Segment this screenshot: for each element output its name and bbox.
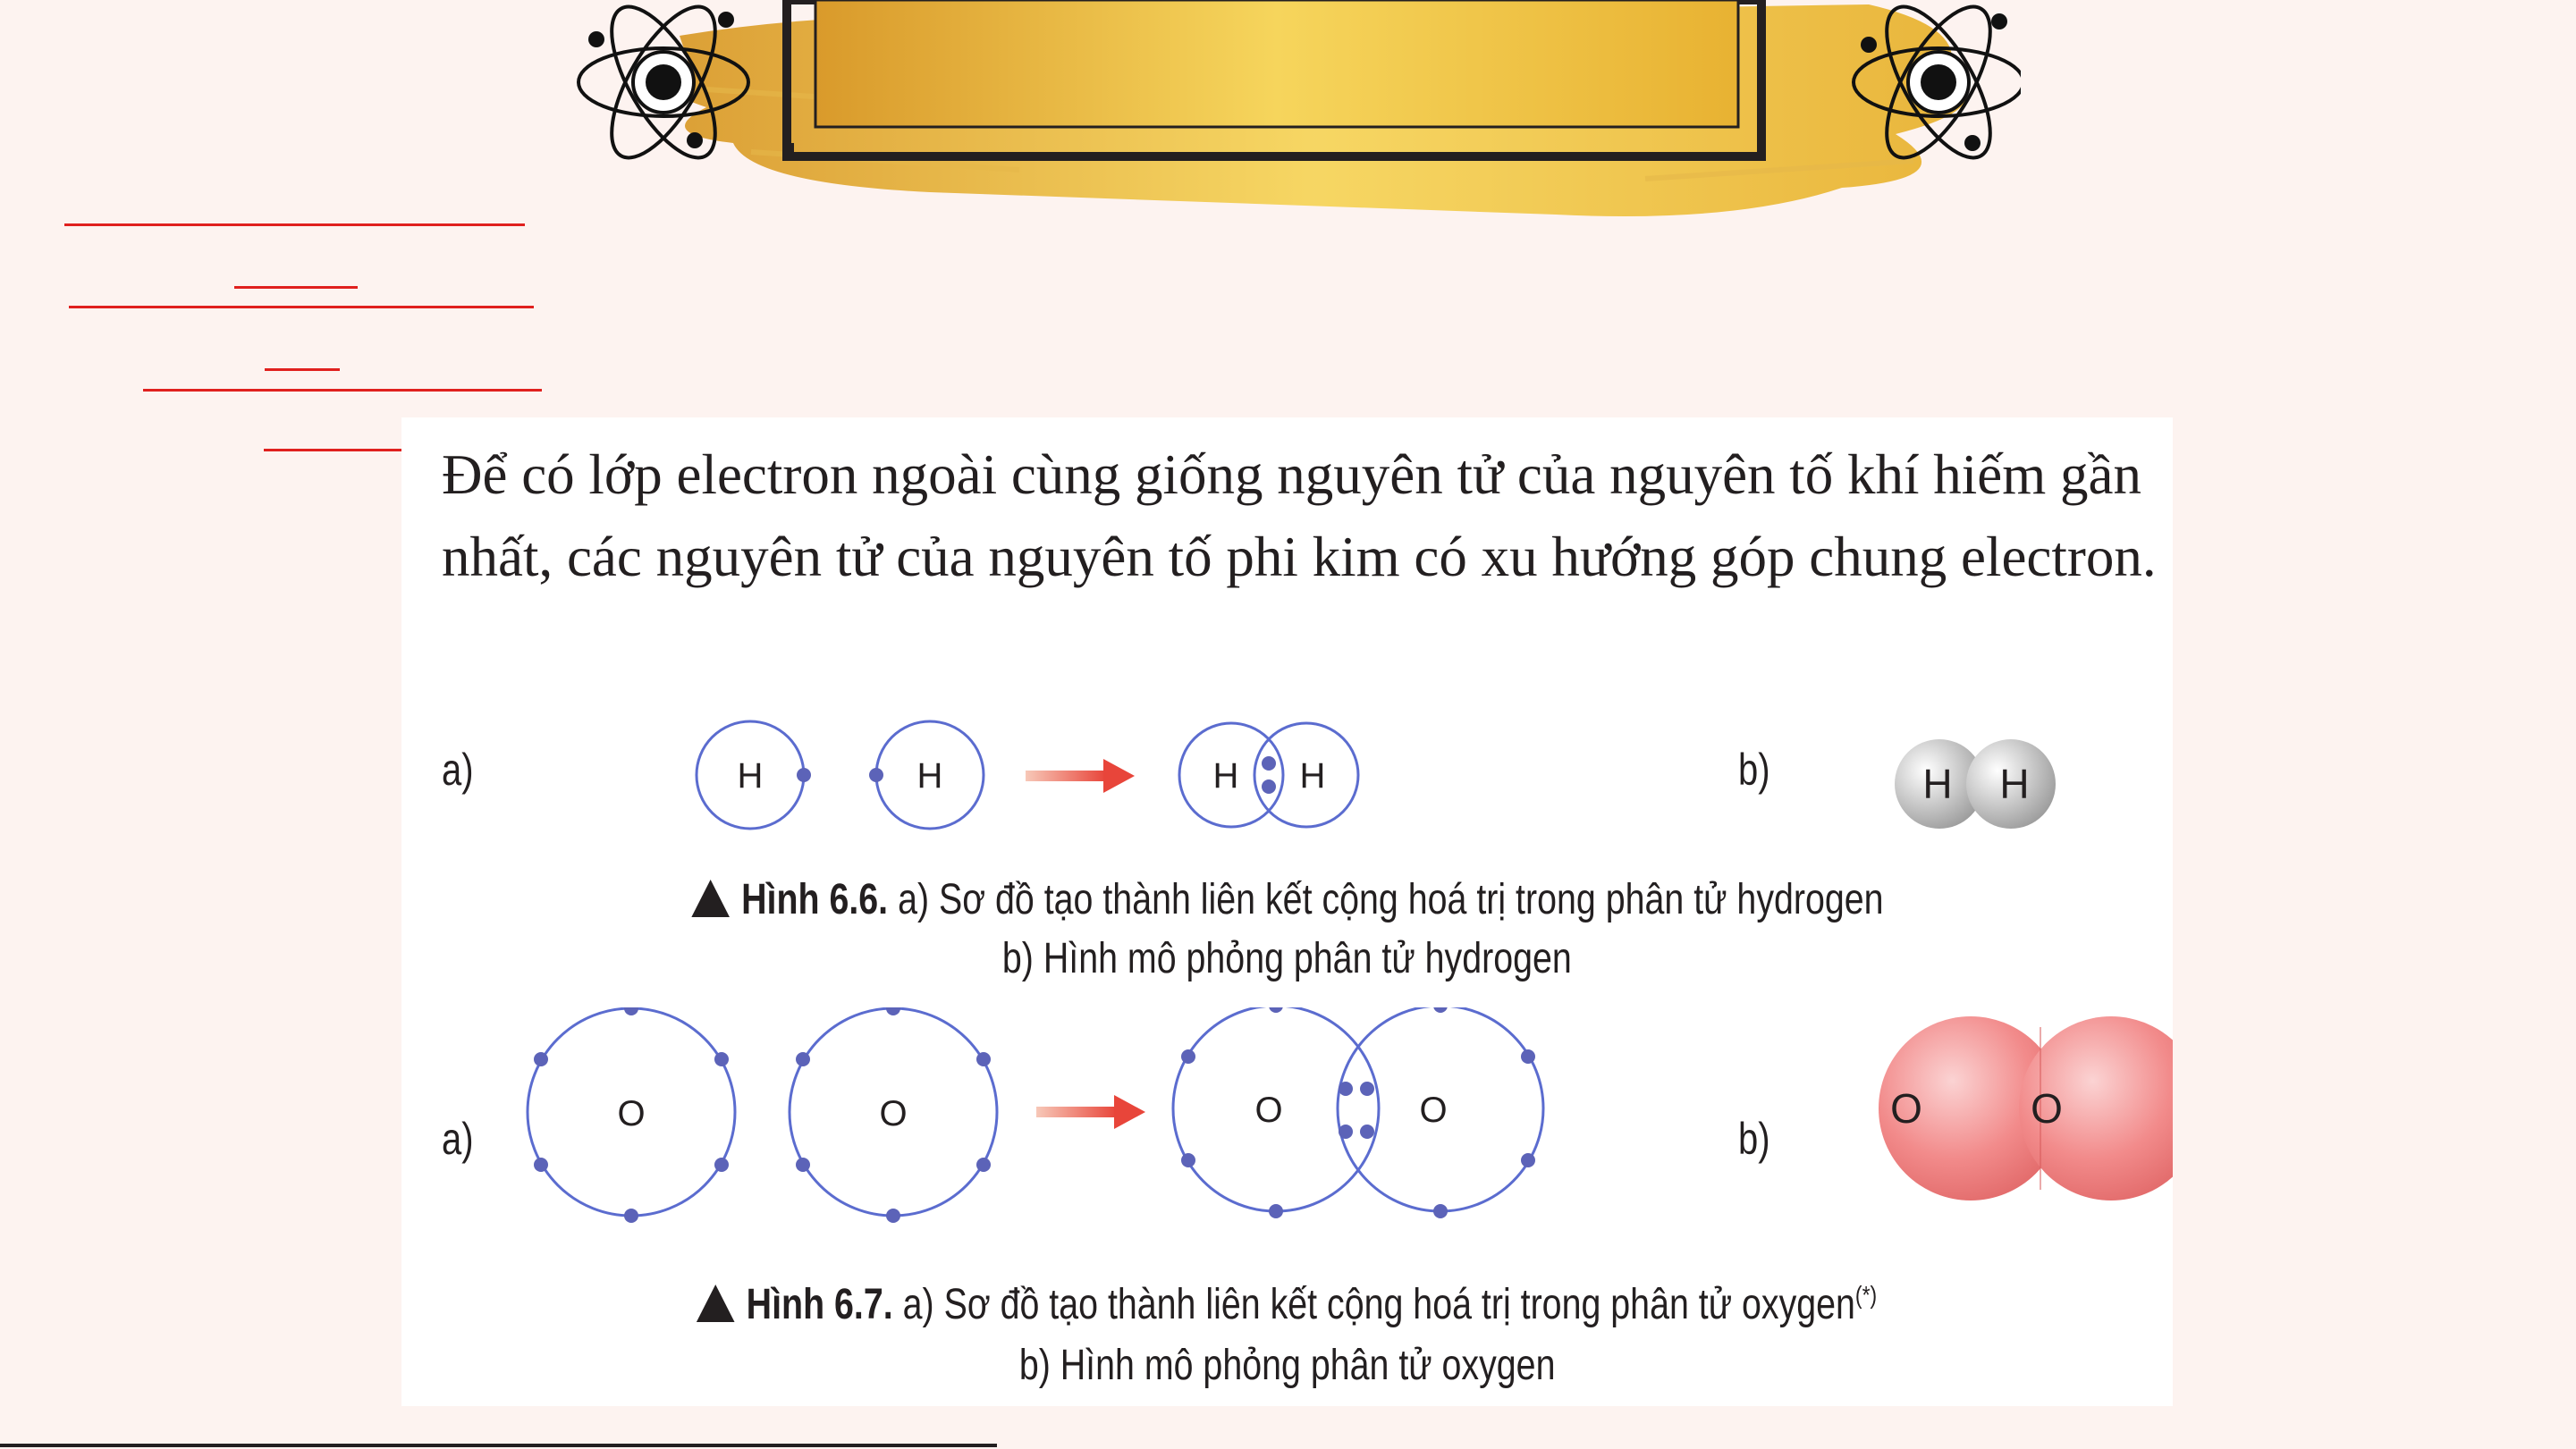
atom-symbol-h: H — [737, 756, 764, 796]
figure-6-7-label-a: a) — [442, 1114, 474, 1164]
content-card — [401, 417, 2173, 1406]
title-frame-inner — [815, 0, 1738, 127]
atom-symbol-h: H — [1922, 761, 1953, 807]
atom-symbol-h: H — [1212, 756, 1239, 796]
atom-symbol-o: O — [1419, 1091, 1448, 1130]
atom-symbol-h: H — [1999, 761, 2030, 807]
header-banner — [572, 0, 2021, 232]
figure-6-6-caption-line2: b) Hình mô phỏng phân tử hydrogen — [1002, 935, 1572, 982]
figure-6-6-caption-line2-row — [401, 934, 2173, 983]
atom-symbol-o: O — [2031, 1085, 2063, 1132]
arrow-right-icon — [1026, 759, 1135, 793]
intro-paragraph: Để có lớp electron ngoài cùng giống nguyên tử của nguyên tố khí hiếm gần nhất, các nguyên tử của nguyên tố phi kim có xu hướng góp chung electron. — [442, 443, 2157, 588]
figure-6-7-caption-line2: b) Hình mô phỏng phân tử oxygen — [1018, 1342, 1556, 1389]
figure-6-7-title: Hình 6.7. — [747, 1281, 894, 1328]
atom-symbol-o: O — [1890, 1085, 1922, 1132]
hydrogen-molecule-model — [1895, 739, 2056, 829]
electron — [797, 768, 811, 782]
bottom-divider — [0, 1444, 997, 1447]
decor-red-line — [69, 306, 534, 308]
atom-symbol-h: H — [1299, 756, 1326, 796]
oxygen-bond-diagram — [401, 1007, 2173, 1231]
arrow-right-icon — [1036, 1095, 1145, 1129]
figure-6-6-title: Hình 6.6. — [740, 876, 888, 923]
oxygen-molecule-model — [1879, 1016, 2173, 1200]
decor-red-line — [143, 389, 542, 392]
electron — [1262, 756, 1276, 771]
figure-6-6-caption — [401, 875, 2173, 924]
triangle-marker-icon — [697, 1285, 735, 1322]
electron — [1262, 779, 1276, 794]
atom-symbol-h: H — [916, 756, 943, 796]
triangle-marker-icon — [691, 880, 730, 917]
figure-6-7-caption-line1: a) Sơ đồ tạo thành liên kết cộng hoá trị trong phân tử oxygen — [903, 1281, 1856, 1328]
figure-6-7-caption-sup: (*) — [1855, 1281, 1878, 1309]
figure-6-7-label-b: b) — [1738, 1114, 1770, 1164]
decor-red-line — [264, 449, 422, 451]
figure-6-6-label-a: a) — [442, 745, 474, 795]
figure-6-7-caption — [401, 1280, 2173, 1329]
figure-6-6-label-b: b) — [1738, 745, 1770, 795]
atom-symbol-o: O — [617, 1094, 646, 1133]
decor-red-line — [265, 368, 340, 371]
decor-red-line — [64, 223, 525, 226]
electron — [869, 768, 883, 782]
atom-symbol-o: O — [1254, 1091, 1283, 1130]
atom-symbol-o: O — [879, 1094, 908, 1133]
decor-red-line — [234, 286, 358, 289]
hydrogen-bond-diagram — [401, 703, 2173, 855]
figure-6-6-caption-line1: a) Sơ đồ tạo thành liên kết cộng hoá trị trong phân tử hydrogen — [897, 876, 1884, 923]
figure-6-7-caption-line2-row — [401, 1341, 2173, 1390]
